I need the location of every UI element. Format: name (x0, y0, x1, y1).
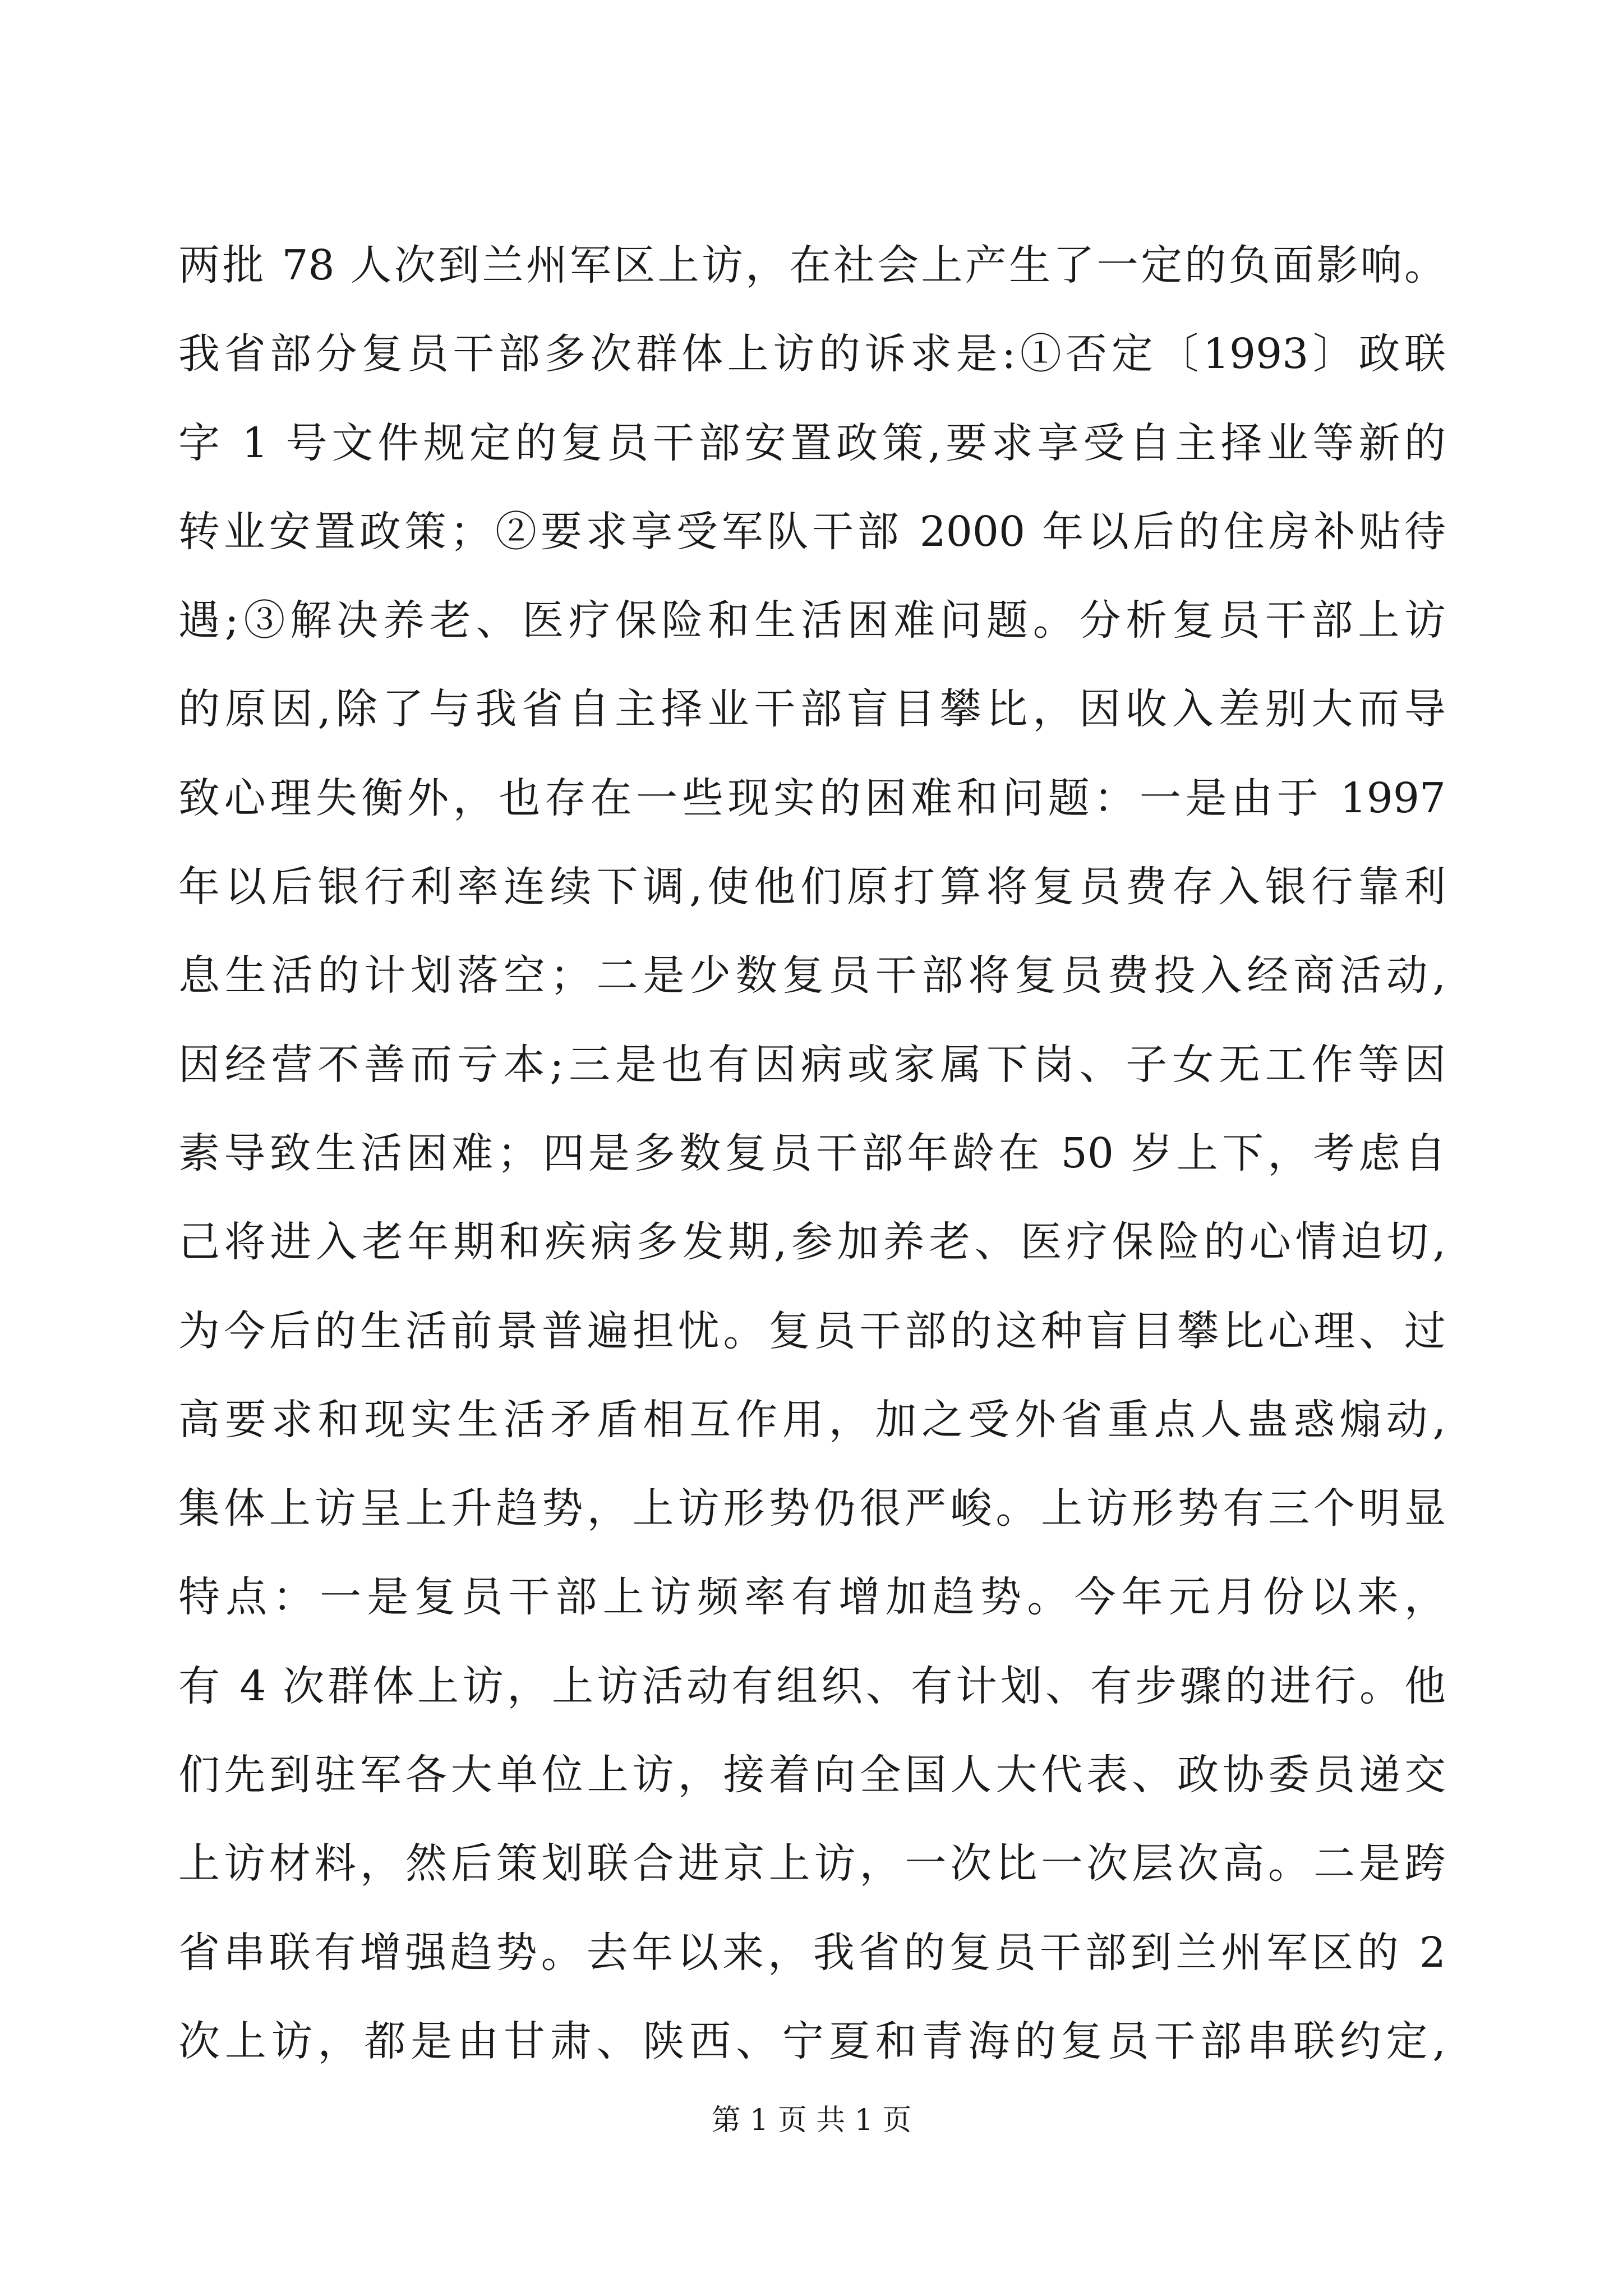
text-line: 特点：一是复员干部上访频率有增加趋势。今年元月份以来， (178, 1573, 1446, 1622)
text-line: 们先到驻军各大单位上访，接着向全国人大代表、政协委员递交 (178, 1751, 1446, 1800)
text-line: 上访材料，然后策划联合进京上访，一次比一次层次高。二是跨 (178, 1839, 1446, 1888)
text-line: 次上访，都是由甘肃、陕西、宁夏和青海的复员干部串联约定, (178, 2017, 1446, 2065)
text-line: 有 4 次群体上访，上访活动有组织、有计划、有步骤的进行。他 (178, 1662, 1446, 1710)
text-line: 己将进入老年期和疾病多发期,参加养老、医疗保险的心情迫切, (178, 1218, 1446, 1267)
text-line: 为今后的生活前景普遍担忧。复员干部的这种盲目攀比心理、过 (178, 1306, 1446, 1355)
text-line: 年以后银行利率连续下调,使他们原打算将复员费存入银行靠利 (178, 863, 1446, 912)
text-line: 致心理失衡外，也存在一些现实的困难和问题：一是由于 1997 (178, 774, 1446, 822)
page-number-footer: 第 1 页 共 1 页 (711, 2104, 912, 2137)
text-line: 集体上访呈上升趋势，上访形势仍很严峻。上访形势有三个明显 (178, 1484, 1446, 1533)
text-line: 的原因,除了与我省自主择业干部盲目攀比，因收入差别大而导 (178, 685, 1446, 734)
body-paragraph (178, 221, 1446, 2086)
text-line: 息生活的计划落空；二是少数复员干部将复员费投入经商活动, (178, 951, 1446, 1000)
text-line: 遇;③解决养老、医疗保险和生活困难问题。分析复员干部上访 (178, 596, 1446, 645)
text-line: 高要求和现实生活矛盾相互作用，加之受外省重点人蛊惑煽动, (178, 1395, 1446, 1444)
text-line: 字 1 号文件规定的复员干部安置政策,要求享受自主择业等新的 (178, 418, 1446, 467)
text-line: 素导致生活困难；四是多数复员干部年龄在 50 岁上下，考虑自 (178, 1129, 1446, 1177)
text-line: 两批 78 人次到兰州军区上访，在社会上产生了一定的负面影响。 (178, 241, 1446, 289)
text-line: 我省部分复员干部多次群体上访的诉求是:①否定〔1993〕政联 (178, 330, 1446, 379)
text-line: 省串联有增强趋势。去年以来，我省的复员干部到兰州军区的 2 (178, 1928, 1446, 1977)
text-line: 转业安置政策；②要求享受军队干部 2000 年以后的住房补贴待 (178, 507, 1446, 556)
text-line: 因经营不善而亏本;三是也有因病或家属下岗、子女无工作等因 (178, 1040, 1446, 1089)
